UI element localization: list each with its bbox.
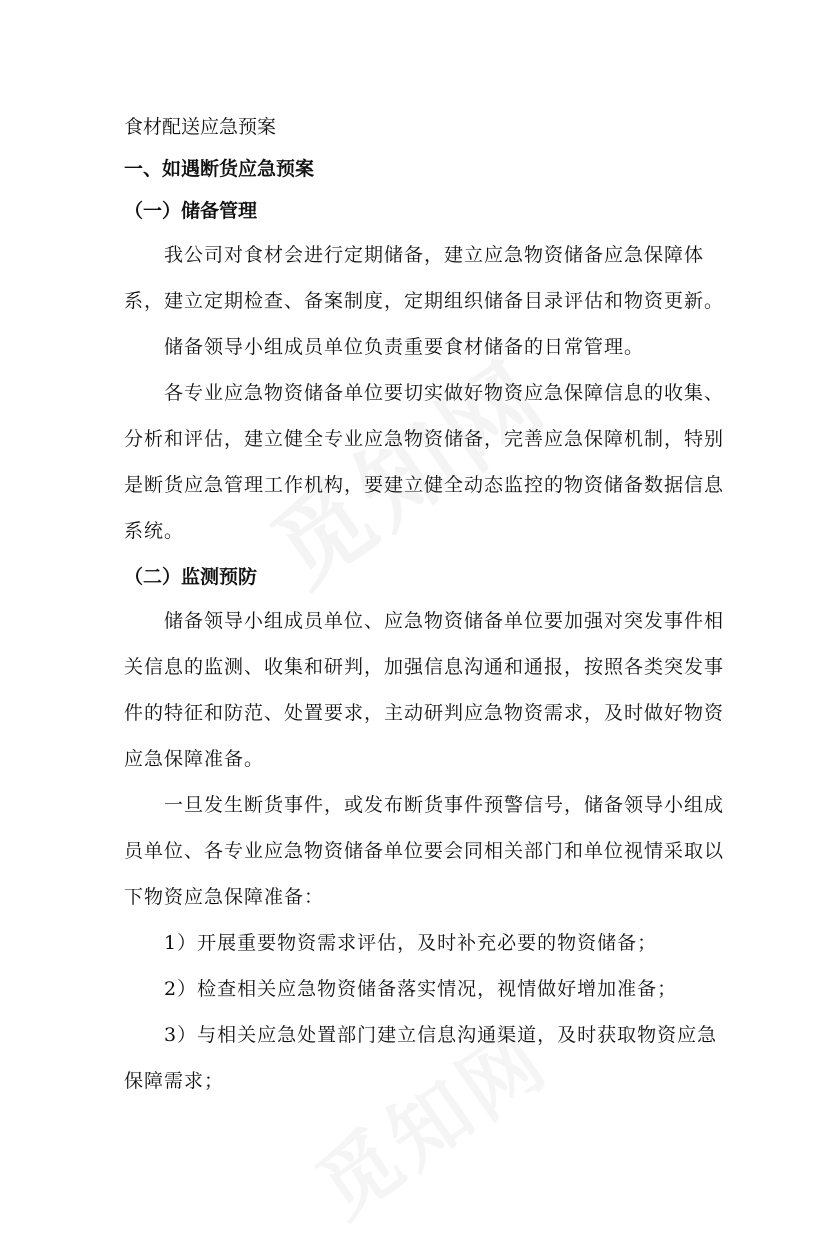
- list-item: 3）与相关应急处置部门建立信息沟通渠道，及时获取物资应急保障需求；: [124, 1024, 718, 1092]
- document-body: [124, 106, 728, 1104]
- list-item: 2）检查相关应急物资储备落实情况，视情做好增加准备；: [164, 978, 678, 1000]
- subsection-heading-1: （一）储备管理: [124, 200, 258, 222]
- paragraph: 储备领导小组成员单位负责重要食材储备的日常管理。: [164, 336, 645, 358]
- list-item: 1）开展重要物资需求评估，及时补充必要的物资储备；: [164, 932, 658, 954]
- subsection-heading-2: （二）监测预防: [124, 566, 258, 588]
- paragraph: 我公司对食材会进行定期储备，建立应急物资储备应急保障体系，建立定期检查、备案制度，定期组织储备目录评估和物资更新。: [124, 244, 725, 312]
- paragraph: 储备领导小组成员单位、应急物资储备单位要加强对突发事件相关信息的监测、收集和研判，加强信息沟通和通报，按照各类突发事件的特征和防范、处置要求，主动研判应急物资需求，及时做好物资应急保障准备。: [124, 610, 725, 770]
- paragraph: 一旦发生断货事件，或发布断货事件预警信号，储备领导小组成员单位、各专业应急物资储备单位要会同相关部门和单位视情采取以下物资应急保障准备：: [124, 794, 725, 908]
- doc-title: 食材配送应急预案: [124, 116, 277, 138]
- section-heading-1: 一、如遇断货应急预案: [124, 158, 315, 180]
- paragraph: 各专业应急物资储备单位要切实做好物资应急保障信息的收集、分析和评估，建立健全专业应急物资储备，完善应急保障机制，特别是断货应急管理工作机构，要建立健全动态监控的物资储备数据信息系统。: [124, 382, 725, 542]
